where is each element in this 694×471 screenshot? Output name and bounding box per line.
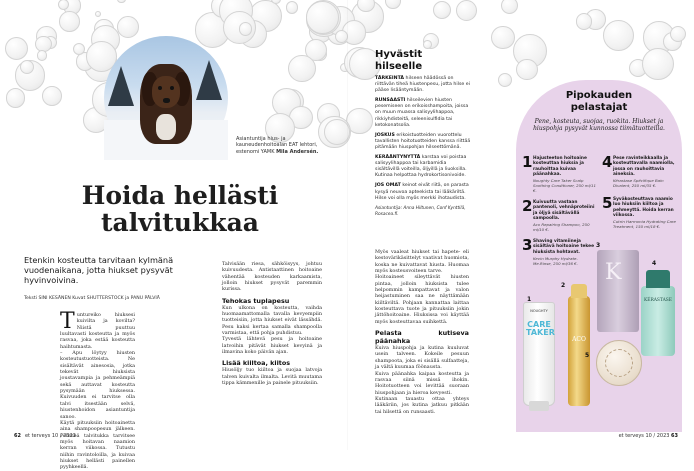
tip-item bbox=[375, 76, 471, 94]
bubble-shape bbox=[117, 0, 125, 3]
tip-product: Kérastase Spécifique Bain Divalent, 250 ml/35 €. bbox=[613, 178, 664, 188]
bubble-shape bbox=[501, 0, 518, 14]
tip-item bbox=[375, 133, 471, 151]
product-label: KÉRASTASE bbox=[643, 298, 673, 303]
page-number: 62 bbox=[14, 433, 21, 439]
product-image-1 bbox=[523, 302, 555, 406]
folio-left bbox=[14, 433, 76, 439]
tip-text: hilseilevien hiusten pesemiseen on erikoisshampoita, joissa on muun muassa salisyylihappoa, rikkiyhdisteitä, seleenisulfidia tai ketokonatsolia. bbox=[375, 98, 469, 128]
dog-face bbox=[152, 76, 180, 108]
paragraph: – Apu löytyy hiusten kosteutustuotteista. Ne sisältävät ainesosia, jotka tekevät hiuksista joustavampia ja pehmeämpiä sekä auttavat kosteutta pysymään hiuksessa. Kuivuuden ei tarvitse olla talvi itsestään selvä, hiustenhoidon asiantuntija sanoo. bbox=[60, 350, 135, 420]
bubble-shape bbox=[576, 13, 592, 29]
bubble-shape bbox=[670, 26, 687, 43]
bubble-shape bbox=[498, 73, 512, 87]
drop-cap: T bbox=[60, 309, 75, 334]
dandruff-tips bbox=[375, 76, 471, 222]
sidebar-title-line-1: Hyvästit bbox=[375, 49, 423, 60]
tip-number: 1 bbox=[522, 153, 533, 171]
tip-text: hilseen häädössä on riittävän tiheä hiustenpesu, jotta hilse ei pääse lisääntymään. bbox=[375, 76, 470, 94]
tip-text: karstaa voi poistaa salisyylihappoa tai karbamidia sisältävillä voiteilla, öljyillä ja liuoksilla. Kutinaa helpottaa hydrokortisonivoide. bbox=[375, 155, 467, 179]
bubble-shape bbox=[433, 1, 451, 19]
tip-description: Pese ravinteikkaalla ja kosteuttavalla naamiolla, jossa on rauhoittavia aineksia. bbox=[613, 156, 675, 177]
bubble-shape bbox=[385, 0, 401, 9]
tip-keyword: RUNSAASTI bbox=[375, 98, 406, 104]
dog-eye bbox=[170, 86, 174, 90]
tip-item bbox=[375, 155, 471, 179]
jar-rim bbox=[605, 349, 633, 377]
bubble-shape bbox=[306, 1, 339, 34]
bubble-shape bbox=[286, 1, 298, 13]
product-number: 1 bbox=[527, 296, 532, 303]
bubble-shape bbox=[5, 37, 29, 61]
tip-keyword: JOS OMAT bbox=[375, 183, 401, 189]
tip-text: erikoistuotteiden vuorottelu tavallisten hoitotuotteiden kanssa riittää pitämään hiuspohjan hilseettömänä. bbox=[375, 132, 471, 150]
dog-nose bbox=[163, 98, 170, 103]
magazine-issue: et terveys 10 / 2023 bbox=[618, 433, 670, 439]
paragraph: Kun ulkona on kosteutta, vaihda huomaamattomalla tavalla kevyempiin tuotteisiin, jotta hiukset eivät lässähdä. Pesu kaksi kertaa samalla shampoolla varmistaa, että pohja puhdistuu. bbox=[222, 304, 322, 337]
bottle-cap bbox=[571, 284, 587, 298]
tree-shape bbox=[196, 60, 222, 100]
bubble-shape bbox=[603, 20, 634, 51]
bottle-cap bbox=[646, 270, 670, 288]
tree-shape bbox=[108, 66, 134, 106]
sidebar-title bbox=[375, 49, 422, 73]
sidebar-source: Asiantuntija: Anna Hiltunen, Conf Kynttilä, Rosacea.fi. bbox=[375, 205, 466, 217]
tip-product: Cutrin Harmonia Hydrating Care Treatment, 150 ml/18 €. bbox=[613, 219, 676, 229]
product-image-3 bbox=[597, 250, 639, 332]
expert-name: Mila Andersén. bbox=[276, 148, 319, 155]
paragraph: Hoitoaineet sileyttävät hiusten pintaa, jolloin hiuksista tulee helpommin kampattavat ja valon heijastuminen saa ne näyttämään kiiltäviltä. Pohjaan kannattaa laittaa kosteuttava tuote ja pituuksiin jokin jättöhoitoaine. Hiuksissa voi käyttää myös kosteuttavaa suihkettä. bbox=[375, 274, 469, 325]
dog-photo bbox=[104, 36, 228, 160]
byline: Teksti SINI KESÄNEN Kuvat SHUTTERSTOCK ja PANU PÄLVIÄ bbox=[24, 296, 160, 301]
bubble-shape bbox=[59, 11, 80, 32]
product-tip-1 bbox=[522, 153, 596, 194]
product-panel-lead: Pene, kosteuta, suojaa, ruokita. Hiukset ja hiuspohja pysyvät kunnossa tiimätuotteilla. bbox=[533, 118, 665, 133]
product-label: CARE TAKER bbox=[526, 320, 555, 337]
tip-product: Noughty Care Taker Scalp Soothing Conditioner, 250 ml/11 €. bbox=[533, 178, 596, 193]
product-number: 5 bbox=[585, 352, 590, 359]
page-fold bbox=[347, 0, 348, 450]
product-number: 2 bbox=[561, 282, 566, 289]
tip-item bbox=[375, 183, 471, 201]
bubble-shape bbox=[239, 22, 252, 35]
sidebar-title-line-2: hilseelle bbox=[375, 61, 423, 72]
product-number: 4 bbox=[652, 260, 657, 267]
panel-title-line-2: pelastajat bbox=[570, 102, 628, 113]
paragraph: Kutinaan tauastu ottaa yhteys lääkäriin, jos kutina jatkuu pitkään tai hilsettä on runsaasti. bbox=[375, 395, 469, 415]
tip-keyword: TÄRKEINTÄ bbox=[375, 76, 405, 81]
paragraph: Hiusöljy tuo kiiltoa ja suojaa latvoja talven kuivalta ilmalta. Levitä muutama tippa kämmenille ja painele pituuksiin. bbox=[222, 367, 322, 387]
product-number: 3 bbox=[596, 242, 601, 249]
body-column-2 bbox=[222, 261, 322, 387]
tip-keyword: KERÄÄNTYNYTTÄ bbox=[375, 155, 421, 161]
product-label: K bbox=[605, 260, 622, 285]
tip-text: keinot eivät riitä, on parasta kysyä neuvoa apteekista tai lääkäriltä. Hilse voi olla myös merkki ihotaudista. bbox=[375, 183, 469, 201]
product-image-4 bbox=[641, 286, 675, 356]
tip-keyword: JOSKUS bbox=[375, 132, 395, 138]
tip-product: Aco Repairing Shampoo, 250 ml/10 €. bbox=[533, 222, 590, 232]
paragraph: untureiko hiuksesi kuivilta ja kovilta? Niistä puuttuu luultavasti kosteutta ja myös rasvaa, joka estää kosteutta haihtumasta. bbox=[60, 312, 135, 350]
bubble-shape bbox=[37, 50, 48, 61]
product-tip-2 bbox=[522, 197, 596, 233]
tube-cap bbox=[529, 401, 549, 411]
subheading: Pelasta kutiseva päänahka bbox=[375, 329, 469, 346]
tip-number: 5 bbox=[602, 194, 613, 212]
dog-chest bbox=[156, 114, 176, 140]
product-tip-5 bbox=[602, 194, 676, 230]
product-image-2 bbox=[568, 296, 590, 406]
bubble-shape bbox=[456, 0, 477, 21]
expert-caption-text: Asiantuntija hius- ja kauneudenhoitoalan EAT lehtori, estenomi YAMK bbox=[236, 136, 318, 155]
bubble-shape bbox=[95, 11, 101, 17]
dog-eye bbox=[158, 86, 162, 90]
tip-product: Kevin Murphy Hydrate-Me.Rinse, 250 ml/36 €. bbox=[533, 255, 578, 266]
tip-number: 3 bbox=[522, 236, 533, 254]
folio-right bbox=[619, 433, 682, 439]
body-column-1 bbox=[60, 309, 135, 471]
article-title bbox=[60, 182, 300, 236]
bubble-shape bbox=[117, 16, 139, 38]
bubble-shape bbox=[423, 40, 432, 49]
body-column-3 bbox=[375, 249, 469, 415]
magazine-issue: et terveys 10 / 2023 bbox=[24, 433, 76, 439]
bubble-shape bbox=[642, 48, 674, 80]
bubble-shape bbox=[516, 59, 538, 81]
tip-description: Kuivuutta vastaan pantenoli, vehnäproteiini ja öljyä sisältävällä sampoolla. bbox=[533, 200, 595, 221]
product-tip-4 bbox=[602, 153, 676, 189]
subheading: Lisää kiiltoa, kiitos bbox=[222, 359, 291, 368]
title-line-1: Hoida hellästi bbox=[81, 181, 279, 210]
paragraph: Myös vaaleat hiukset tai hapete- eli kestovärikäsittelyt vaativat huomiota, koska ne kuivattavat hiusta. Huomaa myös kosteusvoiteen tarve. bbox=[375, 249, 469, 275]
paragraph: Kuiva hiuspohja ja kutina kuuluvat usein talveen. Kokeile pesuun shampoota, joka ei sisällä sulfaatteja, ja vältä kuumaa föönausta. bbox=[375, 345, 469, 371]
panel-title-line-1: Pipokauden bbox=[565, 90, 633, 101]
tip-description: Hajusteeton hoitoaine kosteuttaa hiuksia ja rauhoittaa kuivaa päänahkaa. bbox=[533, 156, 587, 177]
tip-description: Syväkosteuttava naamio luo hiuksiin kiiltoa ja pehmeyttä. Hoida kerran viikossa. bbox=[613, 197, 674, 218]
paragraph: Kuiva päänahka kaipaa kosteutta ja rasvaa siinä missä ihokin. Hoitotuotteen voi levittää suoraan hiuspohjaan ja hieroa kevyesti. bbox=[375, 370, 469, 396]
paragraph: Käytä pituuksiin hoitoainetta aina shampoopesun jälkeen. Pehmeä talvitukka tarvitsee myös hoitavan naamion kerran viikossa. Tutustu niihin ravintoloilla, ja kuivaa hiukset hellästi painellen pyyhkeellä. bbox=[60, 419, 135, 471]
expert-caption bbox=[236, 136, 328, 155]
tip-number: 2 bbox=[522, 197, 533, 215]
bubble-shape bbox=[288, 55, 315, 82]
paragraph: Talvisään riesa, sähköisyys, johtuu kuivuudesta. Antistaattinen hoitoaine vähentää kosteuden karkaamista, jolloin hiukset pysyvät paremmin kurissa. bbox=[222, 261, 322, 293]
subheading: Tehokas tuplapesu bbox=[222, 296, 290, 305]
article-lead: Etenkin kosteutta tarvitaan kylmänä vuodenaikana, jotta hiukset pysyvät hyvinvoivina. bbox=[24, 255, 174, 285]
product-label: ACO bbox=[572, 336, 586, 343]
tip-item bbox=[375, 98, 471, 128]
product-tip-3 bbox=[522, 236, 596, 266]
bubble-shape bbox=[42, 86, 62, 106]
tip-description: Shaving vitamiineja sisältävä hoitoaine tekee hiuksista hohtavat. bbox=[533, 239, 594, 255]
page-number: 63 bbox=[671, 433, 678, 439]
title-line-2: talvitukkaa bbox=[100, 208, 260, 237]
product-panel-title bbox=[516, 90, 682, 114]
tip-number: 4 bbox=[602, 153, 613, 171]
product-brand: NOUGHTY bbox=[530, 309, 548, 313]
paragraph: Tyvestä lähtevä pesu ja hoitoaine latvoihin pitävät hiukset kevyinä ja ilmavina koko päivän ajan. bbox=[222, 336, 322, 356]
product-image-5 bbox=[596, 340, 642, 386]
bubble-shape bbox=[6, 88, 26, 108]
bubble-shape bbox=[491, 26, 515, 50]
